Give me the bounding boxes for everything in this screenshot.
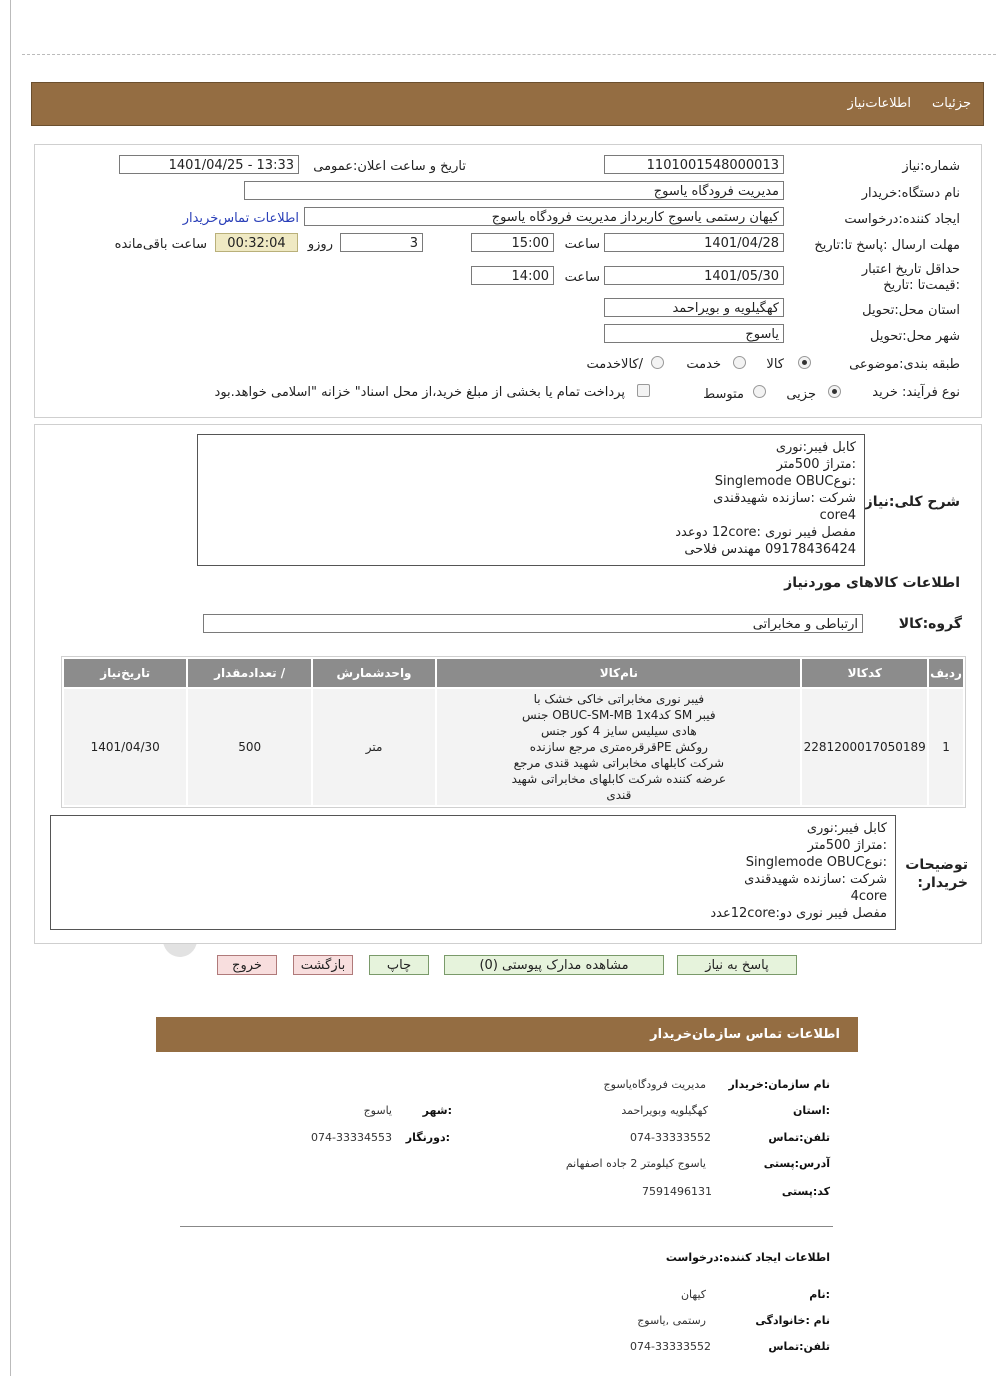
category-goods-radio[interactable]: [798, 356, 811, 369]
org-city-label: :شهر: [422, 1104, 452, 1117]
cell-code: 2281200017050189: [802, 689, 927, 805]
name-line: روکش PEقرقره‌متری مرجع سازنده: [529, 740, 708, 754]
days-field: 3: [340, 233, 423, 252]
validity-label: حداقل تاریخ اعتبار :قیمت‌تا :تاریخ: [861, 262, 960, 293]
org-postal-label: کد:پستی: [781, 1185, 830, 1198]
description-line: :نوعSinglemode OBUC: [714, 474, 856, 489]
validity-time-field: 14:00: [471, 266, 554, 285]
description-text: [197, 434, 865, 566]
org-postal-value: 7591496131: [642, 1185, 712, 1198]
exit-button[interactable]: خروج: [217, 955, 277, 975]
buyer-notes-text: [50, 815, 896, 930]
notes-line: 4core: [850, 889, 887, 904]
col-row: ردیف: [929, 659, 963, 687]
org-contact-title: اطلاعات تماس سازمان‌خریدار: [650, 1027, 840, 1042]
col-date: تاریخ‌نیاز: [64, 659, 186, 687]
buyer-contact-link[interactable]: اطلاعات تماس‌خریدار: [182, 211, 299, 226]
org-name-label: نام سازمان:خریدار: [728, 1078, 830, 1091]
deadline-label: مهلت ارسال :پاسخ تا:تاریخ: [814, 238, 960, 253]
cell-unit: متر: [313, 689, 435, 805]
need-number-label: شماره:نیاز: [902, 159, 960, 174]
goods-group-label: گروه:کالا: [898, 616, 962, 632]
payment-treasury-label: پرداخت تمام یا بخشی از مبلغ خرید،از محل اسناد" خزانه "اسلامی خواهد.بود: [214, 385, 625, 400]
col-qty: / تعدادمقدار: [188, 659, 310, 687]
category-service-radio[interactable]: [733, 356, 746, 369]
remaining-timer: 00:32:04: [215, 233, 298, 252]
description-line: 09178436424 مهندس فلاحی: [684, 542, 856, 557]
description-line: :متراژ 500متر: [776, 457, 856, 472]
buyer-notes-label: توضیحات خریدار:: [905, 857, 968, 891]
name-line: قندی: [606, 788, 632, 802]
deadline-time-label: ساعت: [564, 237, 600, 252]
goods-table-header: [64, 659, 963, 687]
creator-info-title: اطلاعات ایجاد کننده:درخواست: [665, 1251, 830, 1264]
category-label: طبقه بندی:موضوعی: [849, 357, 960, 372]
name-line: شرکت کابلهای مخابراتی شهید قندی مرجع: [513, 756, 725, 770]
reply-button[interactable]: پاسخ به نیاز: [677, 955, 797, 975]
process-medium-label: متوسط: [703, 387, 744, 402]
cell-qty: 500: [188, 689, 310, 805]
goods-table: [62, 657, 965, 807]
org-fax-label: :دورنگار: [405, 1131, 450, 1144]
category-both-radio[interactable]: [651, 356, 664, 369]
name-line: فیبر نوری مخابراتی خاکی خشک با: [533, 692, 705, 706]
col-code: کدکالا: [802, 659, 927, 687]
buyer-org-label: نام دستگاه:خریدار: [861, 186, 960, 201]
creator-family-label: نام :خانوادگی: [755, 1314, 830, 1327]
process-partial-label: جزیی: [786, 387, 816, 402]
description-line: مفصل فیبر نوری :12core دوعدد: [675, 525, 856, 540]
notes-line: :متراژ 500متر: [807, 838, 887, 853]
cell-name: [437, 689, 800, 805]
col-unit: واحدشمارش: [313, 659, 435, 687]
description-label: شرح کلی:نیاز: [864, 494, 960, 510]
org-phone-value: 074-33333552: [630, 1131, 711, 1144]
remaining-label: ساعت باقی‌مانده: [114, 237, 207, 252]
org-contact-header: [156, 1017, 858, 1052]
org-address-label: آدرس:پستی: [763, 1157, 830, 1170]
org-phone-label: تلفن:تماس: [768, 1131, 830, 1144]
creator-name-value: کیهان: [680, 1288, 706, 1301]
contact-divider: [180, 1226, 833, 1227]
goods-group-field: ارتباطی و مخابراتی: [203, 614, 863, 633]
creator-name-label: :نام: [809, 1288, 830, 1301]
name-line: فیبر SM کدOBUC-SM-MB 1x4 جنس: [522, 708, 716, 722]
goods-table-wrapper: [61, 656, 966, 808]
left-border-line: [10, 0, 11, 1376]
creator-family-value: رستمی ,یاسوج: [637, 1314, 706, 1327]
notes-line: :نوعSinglemode OBUC: [745, 855, 887, 870]
notes-line: مفصل فیبر نوری دو:12coreعدد: [710, 906, 887, 921]
cell-row: 1: [929, 689, 963, 805]
process-medium-radio[interactable]: [753, 385, 766, 398]
org-province-label: :استان: [793, 1104, 830, 1117]
org-province-value: کهگیلویه وبویراحمد: [621, 1104, 708, 1117]
details-header-bar: [31, 82, 984, 126]
deadline-time-field: 15:00: [471, 233, 554, 252]
description-line: core4: [819, 508, 856, 523]
creator-phone-value: 074-33333552: [630, 1340, 711, 1353]
creator-field: کیهان رستمی یاسوج کاربرداز مدیریت فرودگاه یاسوج: [304, 207, 784, 226]
notes-line: کابل فیبر:نوری: [806, 821, 887, 836]
announce-date-label: تاریخ و ساعت اعلان:عمومی: [313, 159, 466, 174]
city-field: یاسوج: [604, 324, 784, 343]
org-address-value: یاسوج کیلومتر 2 جاده اصفهانم: [565, 1157, 706, 1170]
org-name-value: مدیریت فرودگاه‌یاسوج: [603, 1078, 706, 1091]
process-label: نوع فرآیند: خرید: [872, 385, 960, 400]
top-divider: [22, 54, 996, 55]
creator-label: ایجاد کننده:درخواست: [844, 212, 960, 227]
cell-date: 1401/04/30: [64, 689, 186, 805]
creator-phone-label: تلفن:تماس: [768, 1340, 830, 1353]
announce-date-field: 1401/04/25 - 13:33: [119, 155, 299, 174]
category-service-label: خدمت: [686, 357, 721, 372]
description-line: شرکت :سازنده شهیدقندی: [713, 491, 856, 506]
category-goods-label: کالا: [766, 357, 784, 372]
deadline-date-field: 1401/04/28: [604, 233, 784, 252]
org-fax-value: 074-33334553: [311, 1131, 392, 1144]
province-field: کهگیلویه و بویراحمد: [604, 298, 784, 317]
buyer-org-field: مدیریت فرودگاه یاسوج: [244, 181, 784, 200]
print-button[interactable]: چاپ: [369, 955, 429, 975]
name-line: هادی سیلیس سایز 4 کور جنس: [540, 724, 697, 738]
description-line: کابل فیبر:نوری: [775, 440, 856, 455]
back-button[interactable]: بازگشت: [293, 955, 353, 975]
table-row[interactable]: [64, 689, 963, 805]
attachments-button[interactable]: مشاهده مدارک پیوستی (0): [444, 955, 664, 975]
days-label: روزو: [307, 237, 333, 252]
tab-details[interactable]: جزئیات: [932, 96, 971, 111]
tab-need-info[interactable]: اطلاعات‌نیاز: [847, 96, 911, 111]
name-line: عرضه کننده شرکت کابلهای مخابراتی شهید: [511, 772, 727, 786]
payment-treasury-checkbox[interactable]: [637, 384, 650, 397]
validity-time-label: ساعت: [564, 270, 600, 285]
notes-line: شرکت :سازنده شهیدقندی: [744, 872, 887, 887]
province-label: استان محل:تحویل: [862, 303, 960, 318]
validity-date-field: 1401/05/30: [604, 266, 784, 285]
need-number-field: 1101001548000013: [604, 155, 784, 174]
goods-section-title: اطلاعات کالاهای موردنیاز: [784, 575, 960, 591]
city-label: شهر محل:تحویل: [870, 329, 960, 344]
org-city-value: یاسوج: [363, 1104, 392, 1117]
category-both-label: /کالاخدمت: [586, 357, 643, 372]
col-name: نام‌کالا: [437, 659, 800, 687]
process-partial-radio[interactable]: [828, 385, 841, 398]
